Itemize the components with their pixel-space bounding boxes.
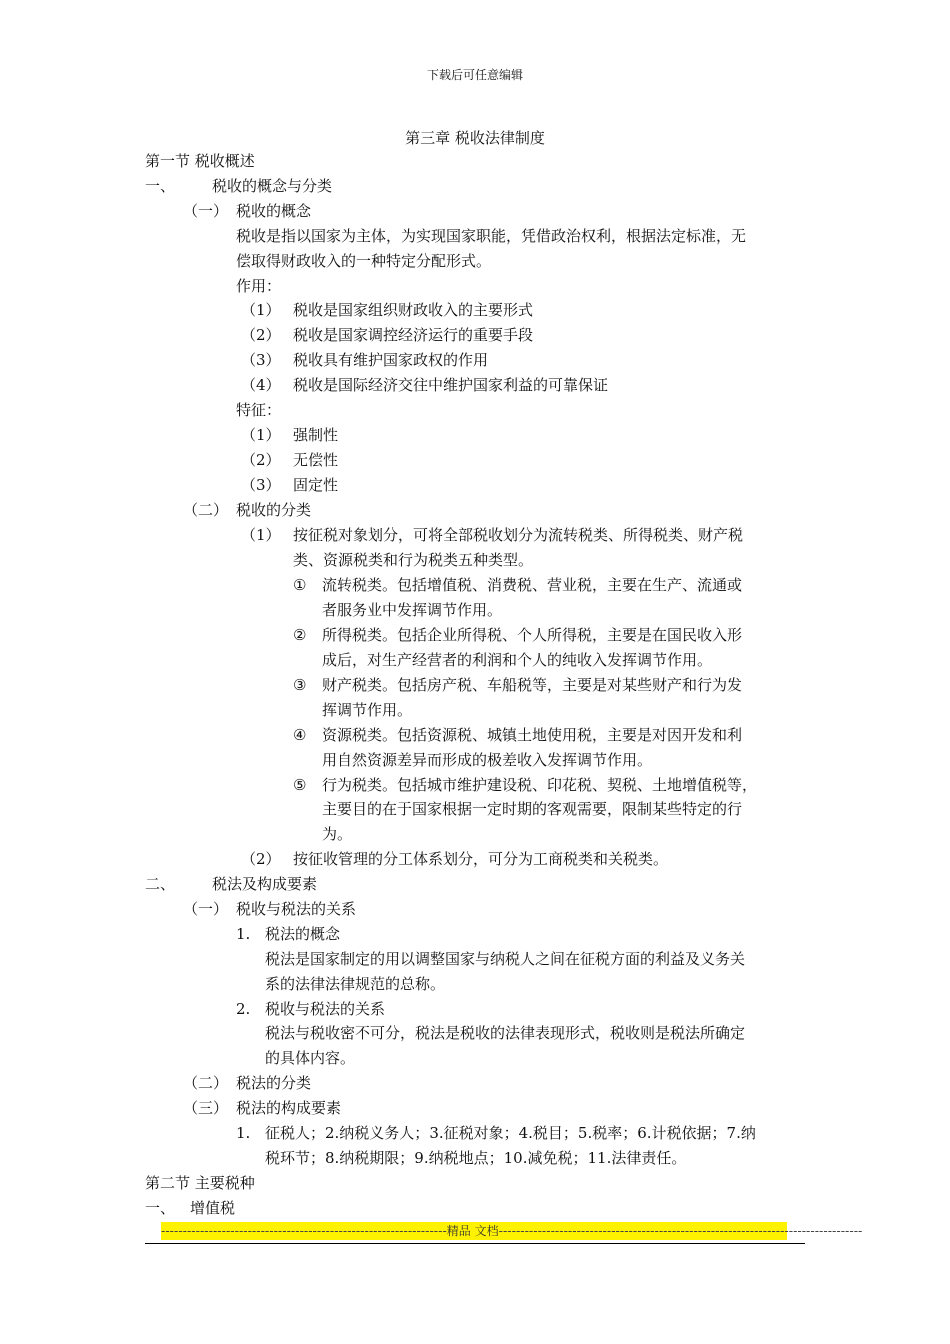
page-header: 下载后可任意编辑 bbox=[426, 68, 523, 82]
subheading: 税法的构成要素 bbox=[236, 1099, 342, 1117]
item-number: （2） bbox=[241, 451, 281, 469]
item-number: （1） bbox=[241, 426, 281, 444]
list-item: 按征税对象划分，可将全部税收划分为流转税类、所得税类、财产税 bbox=[293, 526, 744, 544]
list-item: 行为税类。包括城市维护建设税、印花税、契税、土地增值税等， bbox=[322, 776, 758, 794]
part-heading: 增值税 bbox=[190, 1199, 236, 1217]
item-number: （1） bbox=[241, 301, 281, 319]
circled-number: ① bbox=[293, 576, 307, 594]
subheading: 税收的概念 bbox=[236, 202, 312, 220]
item-number: （3） bbox=[241, 476, 281, 494]
list-item: 类、资源税类和行为税类五种类型。 bbox=[293, 551, 534, 569]
item-number: （二） bbox=[183, 1074, 229, 1092]
circled-number: ④ bbox=[293, 726, 307, 744]
paragraph-line: 的具体内容。 bbox=[265, 1049, 356, 1067]
circled-number: ⑤ bbox=[293, 776, 307, 794]
list-item: 无偿性 bbox=[293, 451, 339, 469]
list-item: 资源税类。包括资源税、城镇土地使用税，主要是对因开发和利 bbox=[322, 726, 743, 744]
list-item: 成后，对生产经营者的利润和个人的纯收入发挥调节作用。 bbox=[322, 651, 713, 669]
item-number: 1. bbox=[236, 925, 251, 943]
label: 特征： bbox=[236, 401, 282, 419]
item-number: 一、 bbox=[145, 177, 176, 195]
list-item: 流转税类。包括增值税、消费税、营业税，主要在生产、流通或 bbox=[322, 576, 743, 594]
list-item: 强制性 bbox=[293, 426, 339, 444]
label: 作用： bbox=[236, 277, 282, 295]
section-heading: 第二节 主要税种 bbox=[145, 1174, 255, 1192]
item-number: （二） bbox=[183, 501, 229, 519]
paragraph-line: 系的法律法律规范的总称。 bbox=[265, 975, 446, 993]
subheading: 税法的分类 bbox=[236, 1074, 312, 1092]
list-item: 用自然资源差异而形成的极差收入发挥调节作用。 bbox=[322, 751, 653, 769]
footer-rule bbox=[145, 1243, 805, 1244]
list-item: 税法的概念 bbox=[265, 925, 341, 943]
subheading: 税收与税法的关系 bbox=[236, 900, 357, 918]
list-item: 税收与税法的关系 bbox=[265, 1000, 386, 1018]
item-number: 1. bbox=[236, 1124, 251, 1142]
footer-watermark-bar bbox=[161, 1222, 863, 1240]
footer-text: 精品 文档 bbox=[446, 1224, 499, 1238]
item-number: （1） bbox=[241, 526, 281, 544]
list-item: 税环节；8.纳税期限；9.纳税地点；10.减免税；11.法律责任。 bbox=[265, 1149, 687, 1167]
item-number: 二、 bbox=[145, 875, 176, 893]
item-number: （4） bbox=[241, 376, 281, 394]
list-item: 税收具有维护国家政权的作用 bbox=[293, 351, 489, 369]
list-item: 固定性 bbox=[293, 476, 339, 494]
item-number: （3） bbox=[241, 351, 281, 369]
paragraph-line: 偿取得财政收入的一种特定分配形式。 bbox=[236, 252, 492, 270]
chapter-title: 第三章 税收法律制度 bbox=[405, 129, 545, 147]
item-number: （三） bbox=[183, 1099, 229, 1117]
list-item: 税收是国际经济交往中维护国家利益的可靠保证 bbox=[293, 376, 609, 394]
list-item: 为。 bbox=[322, 825, 353, 843]
item-number: （2） bbox=[241, 326, 281, 344]
list-item: 财产税类。包括房产税、车船税等，主要是对某些财产和行为发 bbox=[322, 676, 743, 694]
item-number: 一、 bbox=[145, 1199, 176, 1217]
list-item: 挥调节作用。 bbox=[322, 701, 413, 719]
list-item: 主要目的在于国家根据一定时期的客观需要，限制某些特定的行 bbox=[322, 800, 743, 818]
item-number: （一） bbox=[183, 202, 229, 220]
list-item: 所得税类。包括企业所得税、个人所得税，主要是在国民收入形 bbox=[322, 626, 743, 644]
section-heading: 第一节 税收概述 bbox=[145, 152, 255, 170]
paragraph-line: 税法与税收密不可分，税法是税收的法律表现形式，税收则是税法所确定 bbox=[265, 1024, 746, 1042]
part-heading: 税收的概念与分类 bbox=[212, 177, 333, 195]
circled-number: ③ bbox=[293, 676, 307, 694]
footer-dashes: ------------------------------------------------------------------------------------ bbox=[498, 1224, 863, 1238]
paragraph-line: 税收是指以国家为主体，为实现国家职能，凭借政治权利，根据法定标准，无 bbox=[236, 227, 747, 245]
subheading: 税收的分类 bbox=[236, 501, 312, 519]
footer-dashes: ------------------------------------------------------------------ bbox=[161, 1224, 447, 1238]
item-number: （一） bbox=[183, 900, 229, 918]
list-item: 税收是国家调控经济运行的重要手段 bbox=[293, 326, 534, 344]
list-item: 按征收管理的分工体系划分，可分为工商税类和关税类。 bbox=[293, 850, 669, 868]
list-item: 者服务业中发挥调节作用。 bbox=[322, 601, 503, 619]
item-number: （2） bbox=[241, 850, 281, 868]
circled-number: ② bbox=[293, 626, 307, 644]
item-number: 2. bbox=[236, 1000, 251, 1018]
list-item: 征税人；2.纳税义务人；3.征税对象；4.税目；5.税率；6.计税依据；7.纳 bbox=[265, 1124, 756, 1142]
paragraph-line: 税法是国家制定的用以调整国家与纳税人之间在征税方面的利益及义务关 bbox=[265, 950, 746, 968]
part-heading: 税法及构成要素 bbox=[212, 875, 318, 893]
list-item: 税收是国家组织财政收入的主要形式 bbox=[293, 301, 534, 319]
